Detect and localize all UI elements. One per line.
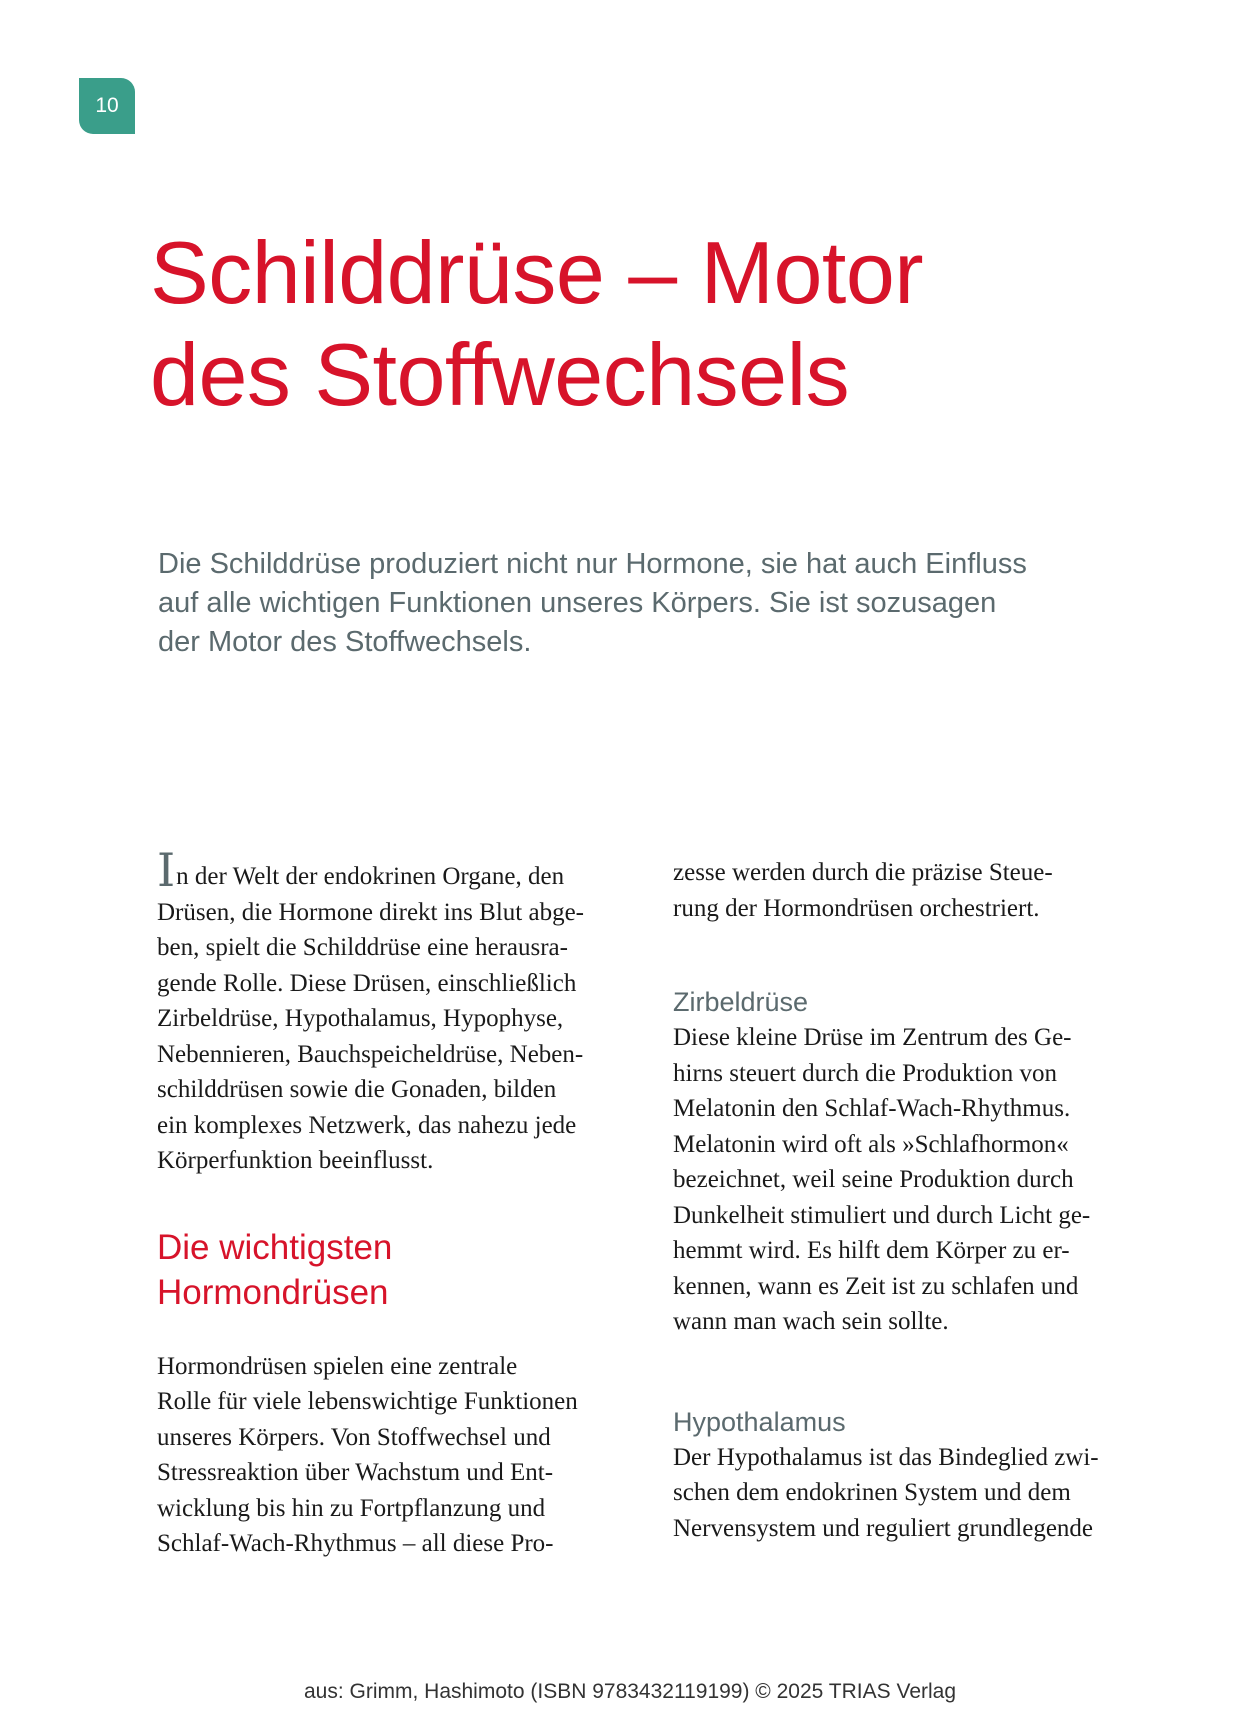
lead-paragraph (158, 545, 1158, 662)
intro-line: ben, spielt die Schilddrüse eine herausra- (157, 934, 568, 961)
hypothalamus-paragraph (673, 1440, 1173, 1547)
zirbeldruese-line: Dunkelheit stimuliert und durch Licht ge- (673, 1201, 1091, 1229)
section-body-line: Hormondrüsen spielen eine zentrale (157, 1352, 518, 1380)
hypothalamus-heading: Hypothalamus (673, 1406, 846, 1437)
zirbeldruese-line: hemmt wird. Es hilft dem Körper zu er- (673, 1237, 1070, 1264)
left-column (157, 843, 637, 1562)
lead-line: Die Schilddrüse produziert nicht nur Hormone, sie hat auch Einfluss (158, 548, 1027, 580)
section-body-line: unseres Körpers. Von Stoffwechsel und (157, 1423, 551, 1451)
continuation-line: zesse werden durch die präzise Steue- (673, 859, 1053, 886)
section-heading (157, 1225, 637, 1315)
continuation-line: rung der Hormondrüsen orchestriert. (673, 894, 1040, 922)
intro-paragraph (157, 843, 637, 1179)
intro-line: Nebennieren, Bauchspeicheldrüse, Neben- (157, 1040, 584, 1068)
zirbeldruese-heading: Zirbeldrüse (673, 987, 809, 1017)
section-body-line: Stressreaktion über Wachstum und Ent- (157, 1459, 554, 1486)
right-column (673, 855, 1173, 1546)
section-heading-line: Hormondrüsen (157, 1272, 389, 1312)
zirbeldruese-line: kennen, wann es Zeit ist zu schlafen und (673, 1272, 1079, 1300)
section-body-line: wicklung bis hin zu Fortpflanzung und (157, 1494, 546, 1522)
intro-line: Drüsen, die Hormone direkt ins Blut abge- (157, 898, 584, 926)
intro-line: n der Welt der endokrinen Organe, den (176, 863, 565, 890)
intro-line: Körperfunktion beeinflusst. (157, 1147, 434, 1174)
title-line: des Stoffwechsels (150, 325, 850, 424)
section-heading-line: Die wichtigsten (157, 1227, 393, 1267)
zirbeldruese-line: wann man wach sein sollte. (673, 1308, 949, 1335)
zirbeldruese-line: bezeichnet, weil seine Produktion durch (673, 1166, 1074, 1193)
copyright-footer: aus: Grimm, Hashimoto (ISBN 9783432119199) © 2025 TRIAS Verlag (303, 1680, 957, 1703)
zirbeldruese-line: Melatonin wird oft als »Schlafhormon« (673, 1130, 1069, 1158)
hypothalamus-line: Nervensystem und reguliert grundlegende (673, 1514, 1094, 1542)
intro-first-line (157, 843, 637, 897)
section-body-line: Rolle für viele lebenswichtige Funktionen (157, 1388, 578, 1415)
zirbeldruese-line: Melatonin den Schlaf-Wach-Rhythmus. (673, 1095, 1071, 1122)
drop-cap: I (157, 843, 176, 897)
hypothalamus-line: schen dem endokrinen System und dem (673, 1479, 1071, 1506)
lead-line: auf alle wichtigen Funktionen unseres Körpers. Sie ist sozusagen (158, 587, 997, 619)
zirbeldruese-line: Diese kleine Drüse im Zentrum des Ge- (673, 1024, 1072, 1051)
page-title (150, 222, 1150, 426)
intro-line: ein komplexes Netzwerk, das nahezu jede (157, 1111, 577, 1139)
title-line: Schilddrüse – Motor (150, 223, 924, 322)
intro-line: schilddrüsen sowie die Gonaden, bilden (157, 1076, 557, 1103)
intro-line: gende Rolle. Diese Drüsen, einschließlich (157, 969, 577, 997)
section-body-line: Schlaf-Wach-Rhythmus – all diese Pro- (157, 1530, 554, 1557)
continuation-paragraph (673, 855, 1173, 926)
hypothalamus-line: Der Hypothalamus ist das Bindeglied zwi- (673, 1443, 1099, 1471)
zirbeldruese-paragraph (673, 1020, 1173, 1340)
section-body (157, 1349, 637, 1562)
zirbeldruese-line: hirns steuert durch die Produktion von (673, 1059, 1057, 1087)
lead-line: der Motor des Stoffwechsels. (158, 626, 532, 658)
page-number-badge: 10 (79, 78, 135, 134)
intro-line: Zirbeldrüse, Hypothalamus, Hypophyse, (157, 1005, 564, 1032)
